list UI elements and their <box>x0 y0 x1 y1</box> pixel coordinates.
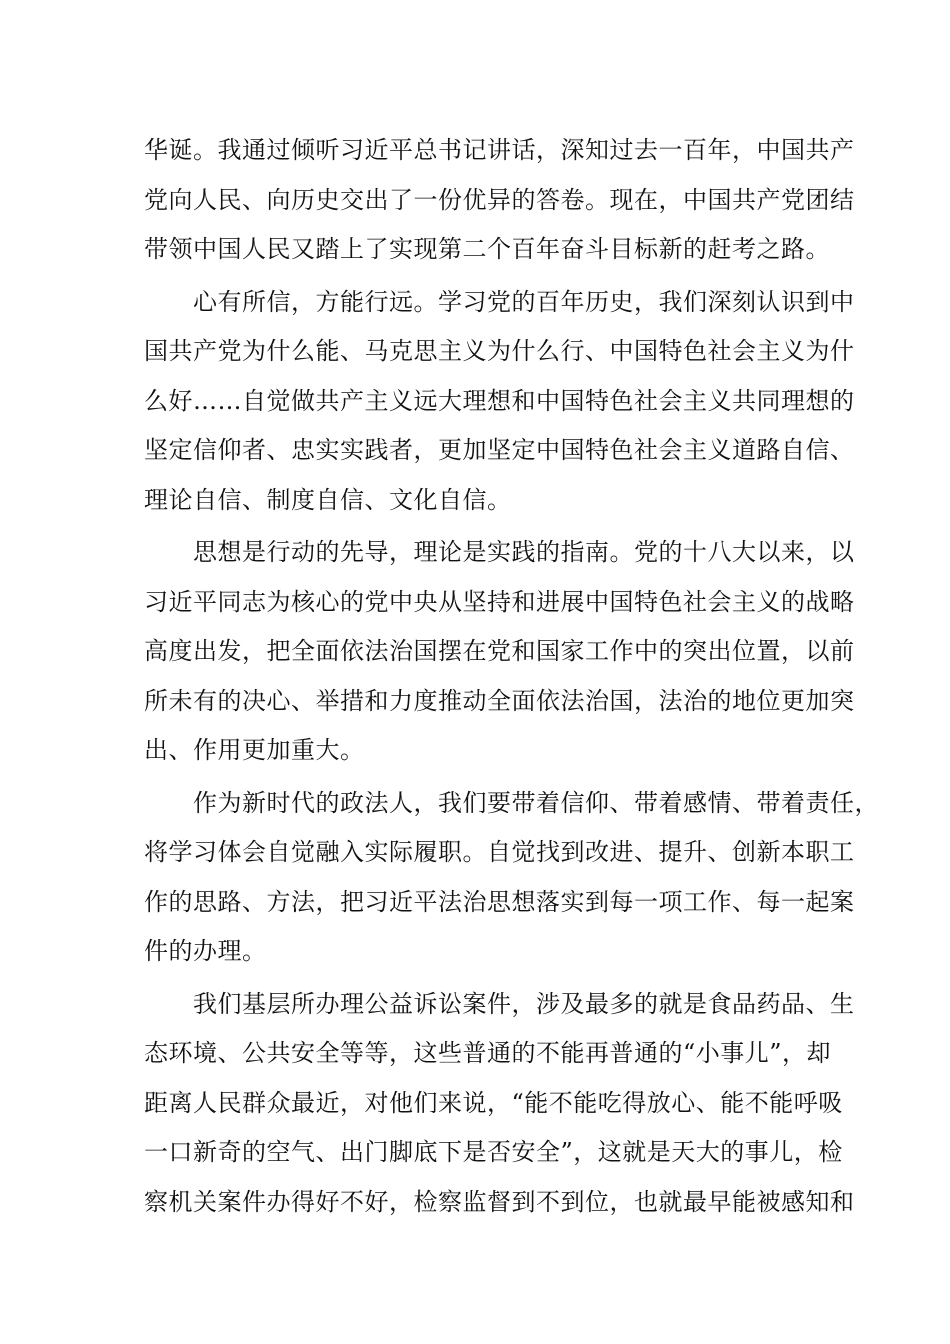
text-line: 高度出发，把全面依法治国摆在党和国家工作中的突出位置，以前 <box>144 637 855 665</box>
paragraph <box>144 278 855 526</box>
text-line: 党向人民、向历史交出了一份优异的答卷。现在，中国共产党团结 <box>144 185 855 214</box>
text-line: 作的思路、方法，把习近平法治思想落实到每一项工作、每一起案 <box>144 887 855 916</box>
text-line: 件的办理。 <box>144 937 267 965</box>
text-line: 坚定信仰者、忠实实践者，更加坚定中国特色社会主义道路自信、 <box>144 436 855 464</box>
text-line: 将学习体会自觉融入实际履职。自觉找到改进、提升、创新本职工 <box>144 838 855 866</box>
text-line: 察机关案件办得好不好，检察监督到不到位，也就最早能被感知和 <box>144 1187 855 1216</box>
document-body <box>144 126 879 1227</box>
text-line: 思想是行动的先导，理论是实践的指南。党的十八大以来，以 <box>144 538 855 566</box>
text-line: 习近平同志为核心的党中央从坚持和进展中国特色社会主义的战略 <box>144 587 855 616</box>
text-line: 距离人民群众最近，对他们来说，“能不能吃得放心、能不能呼吸 <box>144 1088 843 1117</box>
text-line: 带领中国人民又踏上了实现第二个百年奋斗目标新的赶考之路。 <box>144 235 830 263</box>
text-line: 一口新奇的空气、出门脚底下是否安全”，这就是天大的事儿，检 <box>144 1138 843 1166</box>
paragraph <box>144 126 855 275</box>
text-line: 作为新时代的政法人，我们要带着信仰、带着感情、带着责任， <box>144 788 879 817</box>
text-line: 华诞。我通过倾听习近平总书记讲话，深知过去一百年，中国共产 <box>144 136 855 164</box>
text-line: 所未有的决心、举措和力度推动全面依法治国，法治的地位更加突 <box>144 686 855 715</box>
text-line: 心有所信，方能行远。学习党的百年历史，我们深刻认识到中 <box>144 287 855 316</box>
text-line: 理论自信、制度自信、文化自信。 <box>144 485 512 514</box>
text-line: 么好……自觉做共产主义远大理想和中国特色社会主义共同理想的 <box>144 386 855 415</box>
text-line: 我们基层所办理公益诉讼案件，涉及最多的就是食品药品、生 <box>144 989 855 1018</box>
paragraph <box>144 980 855 1228</box>
text-line: 国共产党为什么能、马克思主义为什么行、中国特色社会主义为什 <box>144 337 855 365</box>
text-line: 出、作用更加重大。 <box>144 736 365 764</box>
paragraph <box>144 528 855 776</box>
paragraph <box>144 779 879 977</box>
text-line: 态环境、公共安全等等，这些普通的不能再普通的“小事儿”，却 <box>144 1039 832 1067</box>
